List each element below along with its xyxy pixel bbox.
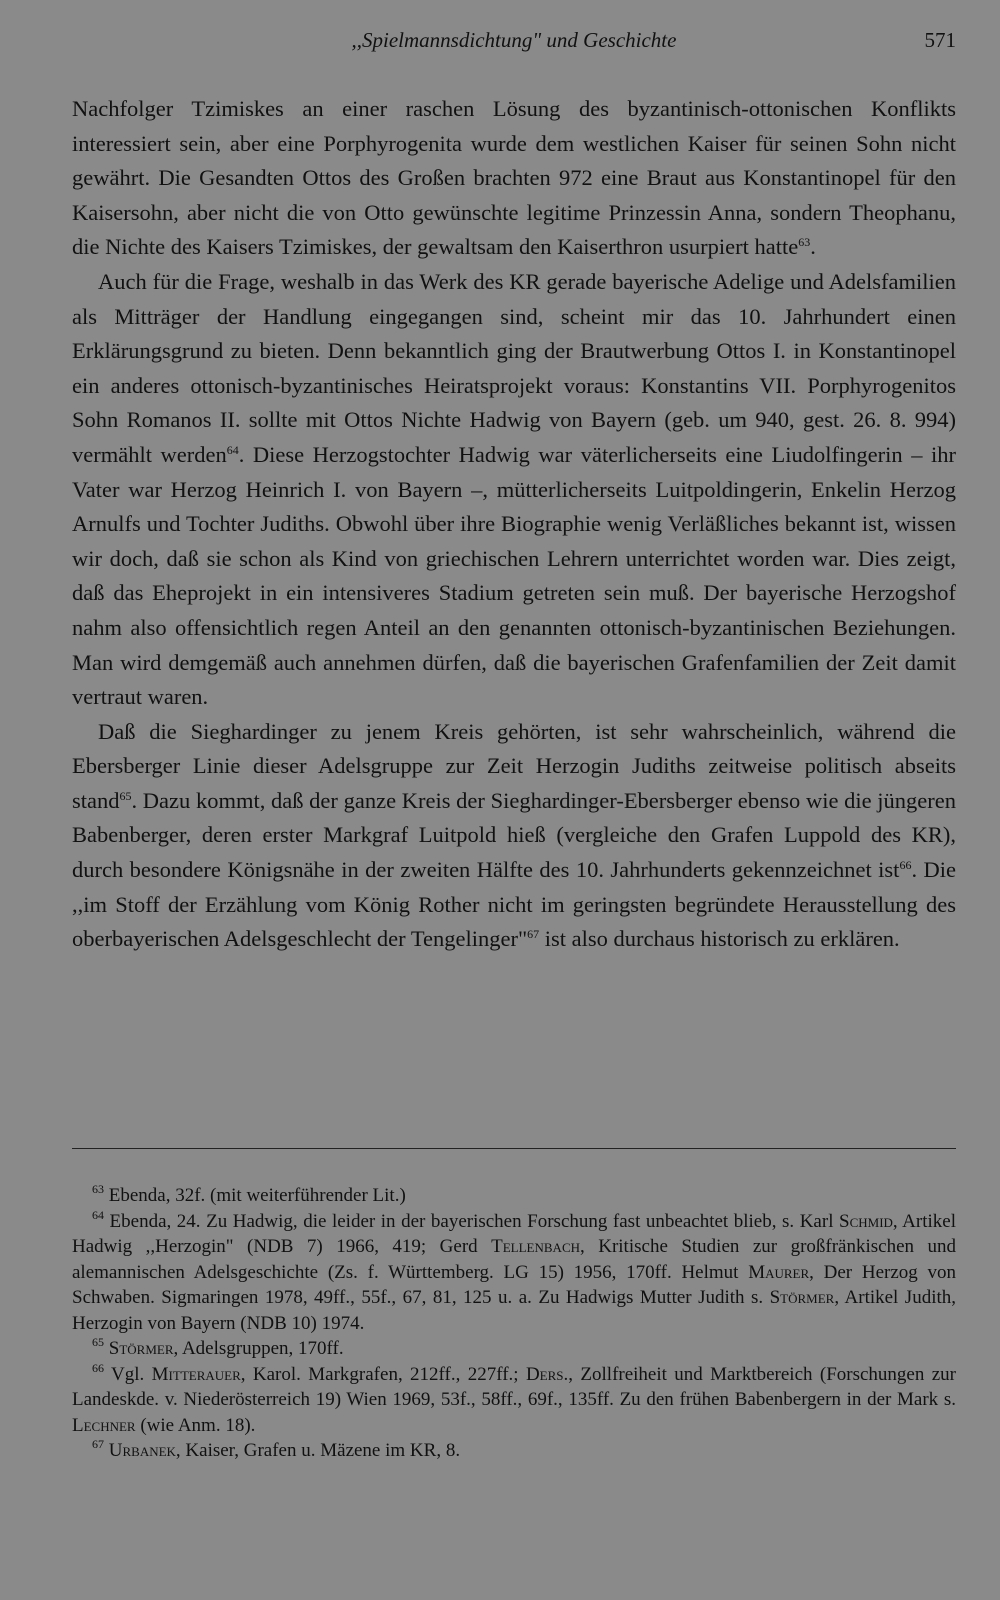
footnote (72, 1209, 956, 1337)
text-run: Nachfolger Tzimiskes an einer raschen Lösung des byzantinisch-ottonischen Konflikts interessiert sein, aber eine Porphyrogenita wurde dem westlichen Kaiser für seinen Sohn nicht gewährt. Die Gesandten Ottos des Großen brachten 972 eine Braut aus Konstantinopel für den Kaisersohn, aber nicht die von Otto gewünschte legitime Prinzessin Anna, sondern Theophanu, die Nichte des Kaisers Tzimiskes, der gewaltsam den Kaiserthron usurpiert hatte (72, 96, 956, 260)
text-run: , Artikel Judith, Herzogin von Bayern (NDB 10) 1974. (72, 1287, 956, 1334)
author-name: Ders (525, 1363, 564, 1385)
text-run: . Diese Herzogstochter Hadwig war väterlicherseits eine Liudolfingerin – ihr Vater war Herzog Heinrich I. von Bayern –, mütterlicherseits Luitpoldingerin, Enkelin Herzog Arnulfs und Tochter Judiths. Obwohl über ihre Biographie wenig Verläßliches bekannt ist, wissen wir doch, daß sie schon als Kind von griechischen Lehrern unterrichtet worden war. Dies zeigt, daß das Eheprojekt in ein intensiveres Stadium getreten sein muß. Der bayerische Herzogshof nahm also offensichtlich regen Anteil an den genannten ottonisch-byzantinischen Beziehungen. Man wird demgemäß auch annehmen dürfen, daß die bayerischen Grafenfamilien der Zeit damit vertraut waren. (72, 441, 956, 710)
author-name: Maurer (748, 1261, 810, 1283)
text-run: , Adelsgruppen, 170ff. (173, 1338, 344, 1359)
footnote-marker: 64 (92, 1207, 104, 1222)
text-run: (wie Anm. 18). (135, 1414, 256, 1436)
footnote (72, 1336, 956, 1362)
footnote-marker: 64 (226, 442, 239, 457)
paragraph (72, 715, 956, 957)
author-name: Schmid (839, 1210, 893, 1232)
text-run: , Kritische Studien zur großfränkischen und alemannischen Adelsgeschichte (Zs. f. Württemberg. LG 15) 1956, 170ff. Helmut (72, 1236, 956, 1283)
footnote (72, 1183, 956, 1209)
author-name: Lechner (72, 1414, 136, 1436)
text-run: . Dazu kommt, daß der ganze Kreis der Sieghardinger-Ebersberger ebenso wie die jüngeren Babenberger, deren erster Markgraf Luitpold hieß (vergleiche den Grafen Luppold des KR), durch besondere Königsnähe in der zweiten Hälfte des 10. Jahrhunderts gekennzeichnet ist (72, 787, 956, 883)
running-title: ,,Spielmannsdichtung" und Geschichte (351, 28, 677, 52)
page-header (72, 28, 956, 58)
footnote-marker: 65 (119, 788, 132, 803)
footnote-marker: 66 (92, 1360, 104, 1375)
footnote-marker: 65 (92, 1335, 104, 1349)
text-run: , Der Herzog von Schwaben. Sigmaringen 1978, 49ff., 55f., 67, 81, 125 u. a. Zu Hadwigs Mutter Judith s. (72, 1261, 956, 1308)
text-run: Vgl. (104, 1363, 152, 1385)
paragraph (72, 92, 956, 265)
author-name: Mitterauer (151, 1363, 241, 1385)
text-run: ., Zollfreiheit und Marktbereich (Forschungen zur Landeskde. v. Niederösterreich 19) Wien 1969, 53f., 58ff., 69f., 135ff. Zu den frühen Babenbergern in der Mark s. (72, 1363, 956, 1410)
author-name: Störmer (108, 1338, 174, 1359)
footnotes (72, 1183, 956, 1464)
footnote-divider (72, 1148, 956, 1149)
text-run: , Artikel Hadwig ,,Herzogin" (NDB 7) 1966, 419; Gerd (72, 1210, 956, 1257)
text-run: Auch für die Frage, weshalb in das Werk des KR gerade bayerische Adelige und Adelsfamilien als Mitträger der Handlung eingegangen sind, scheint mir das 10. Jahrhundert einen Erklärungsgrund zu bieten. Denn bekanntlich ging der Brautwerbung Ottos I. in Konstantinopel ein anderes ottonisch-byzantinisches Heiratsprojekt voraus: Konstantins VII. Porphyrogenitos Sohn Romanos II. sollte mit Ottos Nichte Hadwig von Bayern (geb. um 940, gest. 26. 8. 994) vermählt werden (72, 268, 956, 467)
footnote (72, 1362, 956, 1439)
paragraph (72, 265, 956, 715)
footnote-marker: 63 (798, 235, 811, 250)
text-run: , Kaiser, Grafen u. Mäzene im KR, 8. (175, 1440, 461, 1461)
text-run: . (810, 234, 816, 260)
text-run: ist also durchaus historisch zu erklären. (539, 926, 900, 952)
author-name: Urbanek (108, 1440, 176, 1461)
text-run: Ebenda, 32f. (mit weiterführender Lit.) (104, 1185, 406, 1206)
footnote-marker: 63 (92, 1182, 104, 1196)
page-number: 571 (924, 28, 956, 52)
text-run: Ebenda, 24. Zu Hadwig, die leider in der bayerischen Forschung fast unbeachtet blieb, s. Karl (104, 1210, 840, 1232)
main-text (72, 92, 956, 957)
author-name: Tellenbach (491, 1236, 581, 1257)
author-name: Störmer (769, 1287, 835, 1308)
footnote-marker: 67 (92, 1437, 104, 1451)
footnote-marker: 67 (527, 927, 540, 942)
text-run: . Die ,,im Stoff der Erzählung vom König Rother nicht im geringsten begründete Herausstellung des oberbayerischen Adelsgeschlecht der Tengelinger" (72, 857, 956, 952)
text-run: , Karol. Markgrafen, 212ff., 227ff.; (240, 1363, 526, 1385)
text-run: Daß die Sieghardinger zu jenem Kreis gehörten, ist sehr wahrscheinlich, während die Ebersberger Linie dieser Adelsgruppe zur Zeit Herzogin Judiths zeitweise politisch abseits stand (72, 718, 956, 813)
footnote (72, 1438, 956, 1464)
footnote-marker: 66 (899, 858, 912, 873)
